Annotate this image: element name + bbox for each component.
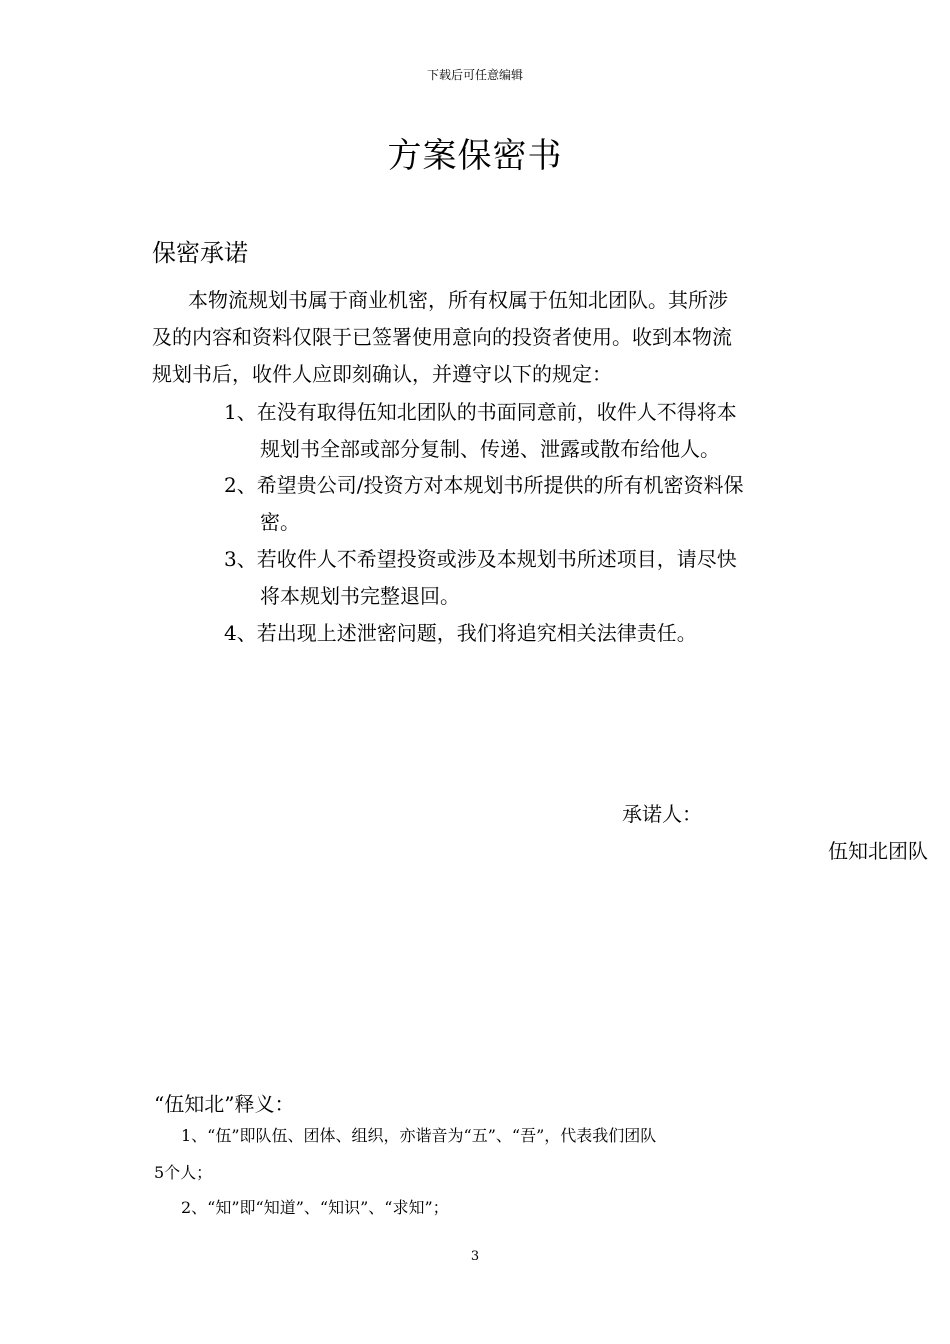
explanation-heading: “伍知北”释义：: [154, 1092, 295, 1116]
rule-line: 1、在没有取得伍知北团队的书面同意前，收件人不得将本: [224, 400, 737, 424]
section-heading: 保密承诺: [152, 239, 248, 267]
rule-line: 将本规划书完整退回。: [260, 584, 460, 608]
intro-line: 规划书后，收件人应即刻确认，并遵守以下的规定：: [152, 362, 612, 386]
rule-line: 3、若收件人不希望投资或涉及本规划书所述项目，请尽快: [224, 547, 737, 571]
signatory-label: 承诺人：: [622, 802, 702, 826]
explanation-line: 5个人；: [154, 1163, 213, 1182]
explanation-line: 1、“伍”即队伍、团体、组织，亦谐音为“五”、“吾”，代表我们团队: [181, 1126, 657, 1145]
header-note: 下载后可任意编辑: [426, 68, 523, 82]
intro-line: 本物流规划书属于商业机密，所有权属于伍知北团队。其所涉: [188, 288, 728, 312]
explanation-line: 2、“知”即“知道”、“知识”、“求知”；: [181, 1198, 449, 1217]
intro-line: 及的内容和资料仅限于已签署使用意向的投资者使用。收到本物流: [152, 325, 732, 349]
document-title: 方案保密书: [387, 136, 563, 176]
rule-line: 2、希望贵公司/投资方对本规划书所提供的所有机密资料保: [224, 473, 744, 497]
page-number: 3: [470, 1249, 480, 1264]
rule-line: 4、若出现上述泄密问题，我们将追究相关法律责任。: [224, 621, 697, 645]
rule-line: 规划书全部或部分复制、传递、泄露或散布给他人。: [260, 437, 720, 461]
rule-line: 密。: [260, 510, 300, 534]
signatory-name: 伍知北团队: [828, 839, 928, 863]
